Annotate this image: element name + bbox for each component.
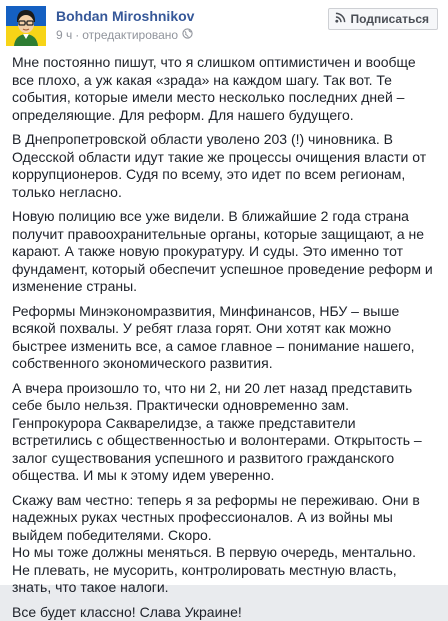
author-avatar[interactable]	[6, 6, 46, 46]
globe-icon	[182, 28, 193, 42]
post-paragraph-5: А вчера произошло то, что ни 2, ни 20 лет назад представить себе было нельзя. Практически одновременно зам. Генпрокурора Сакварелидзе, а также представители встретились с общественностью и волонтерами. Открытость – залог существования успешного и развитого гражданского общества. И мы к этому идем уверенно.	[12, 380, 436, 485]
post-paragraph-2: В Днепропетровской области уволено 203 (!) чиновника. В Одесской области идут такие же процессы очищения власти от коррупционеров. Судя по всему, это идет по всем регионам, только негласно.	[12, 131, 436, 201]
post-header	[0, 0, 448, 52]
post-paragraph-1: Мне постоянно пишут, что я слишком оптимистичен и вообще все плохо, а уж какая «зрада» на каждом шагу. Так вот. Те события, которые имели место несколько последних дней – определяющие. Для реформ. Для нашего будущего.	[12, 54, 436, 124]
post-paragraph-7: Все будет классно! Слава Украине!	[12, 604, 436, 621]
post-paragraph-6: Скажу вам честно: теперь я за реформы не переживаю. Они в надежных руках честных профессионалов. А из войны мы выйдем победителями. Скоро. Но мы тоже должны меняться. В первую очередь, ментально. Не плевать, не мусорить, контролировать местную власть, знать, что такое налоги.	[12, 492, 436, 597]
post-time[interactable]: 9 ч	[56, 28, 72, 42]
edited-label[interactable]: отредактировано	[82, 28, 178, 42]
follow-button-label: Подписаться	[351, 12, 429, 26]
follow-button[interactable]	[328, 8, 438, 30]
author-name[interactable]: Bohdan Miroshnikov	[56, 8, 194, 24]
post-meta	[56, 28, 193, 42]
post-body	[0, 54, 448, 621]
rss-icon	[335, 12, 346, 26]
meta-separator: ·	[75, 28, 79, 42]
post-paragraph-3: Новую полицию все уже видели. В ближайшие 2 года страна получит правоохранительные органы, которые защищают, а не карают. А также новую прокуратуру. И суды. Это именно тот фундамент, который обеспечит успешное проведение реформ и изменение страны.	[12, 208, 436, 296]
post-paragraph-4: Реформы Минэкономразвития, Минфинансов, НБУ – выше всякой похвалы. У ребят глаза горят. Они хотят как можно быстрее изменить все, а самое главное – понимание нашего, собственного экономического развития.	[12, 303, 436, 373]
